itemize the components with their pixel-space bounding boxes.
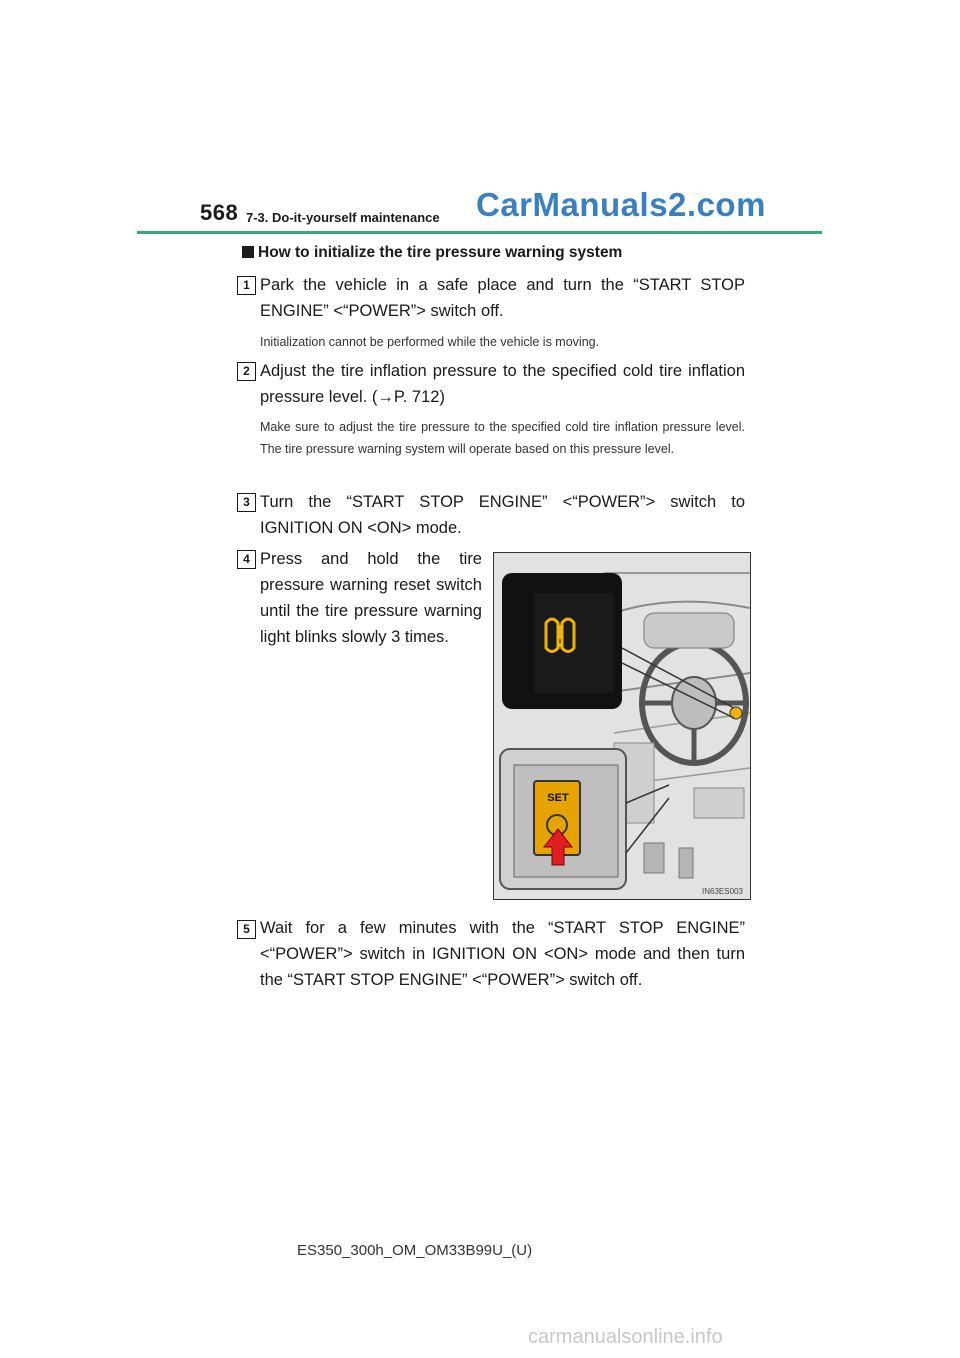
step-4-text: Press and hold the tire pressure warning reset switch until the tire pressure warning light blinks slowly 3 times.	[260, 550, 482, 646]
figure-code: IN63ES003	[702, 887, 743, 896]
footer-watermark[interactable]: carmanualsonline.info	[528, 1326, 723, 1348]
step-2-text: Adjust the tire inflation pressure to the specified cold tire inflation pressure level. (→P. 712)	[260, 362, 745, 406]
document-code: ES350_300h_OM_OM33B99U_(U)	[297, 1242, 533, 1259]
section-title: 7-3. Do-it-yourself maintenance	[246, 210, 440, 225]
step-2-note: Make sure to adjust the tire pressure to the specified cold tire inflation pressure level. The tire pressure warning system will operate based on this pressure level.	[260, 420, 745, 456]
step-3-text: Turn the “START STOP ENGINE” <“POWER”> switch to IGNITION ON <ON> mode.	[260, 493, 745, 537]
dashboard-illustration	[493, 552, 751, 900]
step-number-5: 5	[237, 920, 256, 939]
section-heading	[242, 244, 622, 262]
step-number-4: 4	[237, 550, 256, 569]
step-number-2: 2	[237, 362, 256, 381]
page-number: 568	[200, 200, 239, 225]
step-number-1: 1	[237, 276, 256, 295]
watermark-logo[interactable]: CarManuals2.com	[476, 186, 766, 223]
section-heading-text: How to initialize the tire pressure warning system	[258, 244, 623, 261]
set-button-label: SET	[547, 792, 569, 804]
square-bullet-icon	[242, 246, 254, 258]
step-5-text: Wait for a few minutes with the “START STOP ENGINE” <“POWER”> switch in IGNITION ON <ON> mode and then turn the “START STOP ENGINE” <“POWER”> switch off.	[260, 919, 745, 989]
step-1-note: Initialization cannot be performed while the vehicle is moving.	[260, 335, 600, 349]
step-1-text: Park the vehicle in a safe place and turn the “START STOP ENGINE” <“POWER”> switch off.	[260, 276, 745, 320]
step-number-3: 3	[237, 493, 256, 512]
header-rule	[137, 231, 822, 234]
